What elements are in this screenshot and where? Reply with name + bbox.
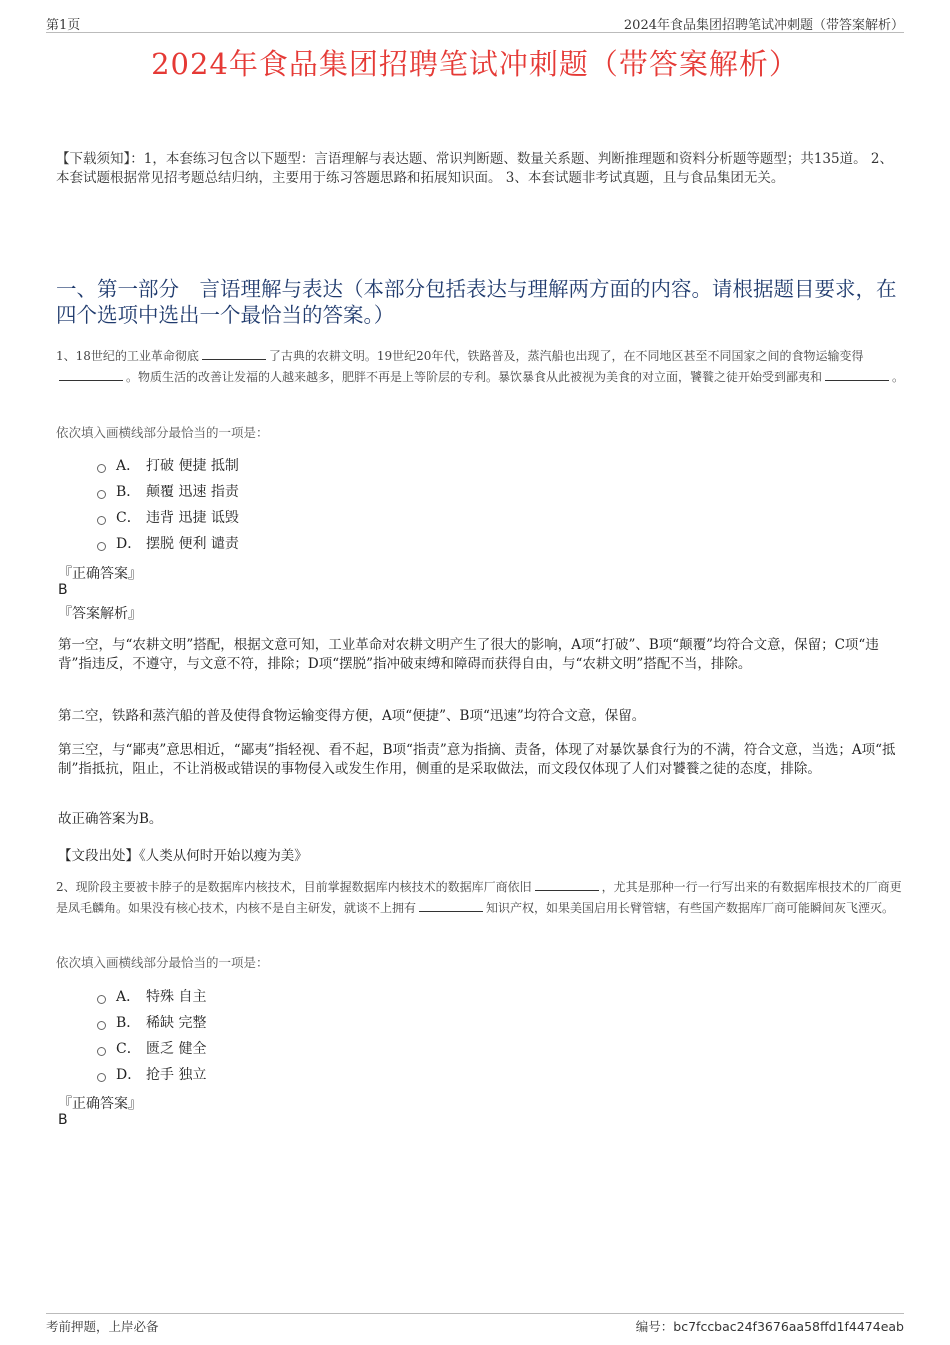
option-a[interactable]: A． 特殊 自主 [97,983,206,1009]
option-d[interactable]: D． 抢手 独立 [97,1061,206,1087]
option-b[interactable]: B． 颠覆 迅速 指责 [97,478,239,504]
download-notice: 【下载须知】：1，本套练习包含以下题型：言语理解与表达题、常识判断题、数量关系题、判断推理题和资料分析题等题型；共135道。 2、本套试题根据常见招考题总结归纳，主要用于练习答题思路和拓展知识面。 3、本套试题非考试真题，且与食品集团无关。 [56,151,893,186]
document-title: 2024年食品集团招聘笔试冲刺题（带答案解析） [151,47,799,81]
q1-part: 。物质生活的改善让发福的人越来越多，肥胖不再是上等阶层的专利。暴饮暴食从此被视为美食的对立面，饕餮之徒开始受到鄙夷和 [126,369,823,384]
section-heading: 一、第一部分 言语理解与表达（本部分包括表达与理解两方面的内容。请根据题目要求，在四个选项中选出一个最恰当的答案。） [56,277,897,327]
analysis-paragraph: 第一空，与“农耕文明”搭配，根据文意可知，工业革命对农耕文明产生了很大的影响，A项“打破”、B项“颠覆”均符合文意，保留；C项“违背”指违反，不遵守，与文意不符，排除；D项“摆脱”指冲破束缚和障碍而获得自由，与“农耕文明”搭配不当，排除。 [58,637,879,672]
radio-icon[interactable] [97,490,106,499]
radio-icon[interactable] [97,1021,106,1030]
analysis-paragraph: 第三空，与“鄙夷”意思相近，“鄙夷”指轻视、看不起，B项“指责”意为指摘、责备，体现了对暴饮暴食行为的不满，符合文意，当选；A项“抵制”指抵抗，阻止，不让消极或错误的事物侵入或发生作用，侧重的是采取做法，而文段仅体现了人们对饕餮之徒的态度，排除。 [58,742,896,777]
fill-blank [202,346,266,360]
correct-answer-label: 『正确答案』 [58,566,142,582]
q2-part: 知识产权，如果美国启用长臂管辖，有些国产数据库厂商可能瞬间灰飞湮灭。 [486,900,895,915]
correct-answer-label: 『正确答案』 [58,1096,142,1112]
page-number: 第1页 [46,18,81,33]
q1-part: 1、18世纪的工业革命彻底 [56,349,199,363]
footer-slogan: 考前押题，上岸必备 [46,1319,159,1334]
header-doc-title: 2024年食品集团招聘笔试冲刺题（带答案解析） [623,18,904,33]
q1-part: 。 [892,369,905,384]
radio-icon[interactable] [97,1073,106,1082]
code-value: bc7fccbac24f3676aa58ffd1f4474eab [673,1319,904,1334]
source-citation: 【文段出处】《人类从何时开始以瘦为美》 [58,848,308,864]
option-d[interactable]: D． 摆脱 便利 谴责 [97,530,239,556]
question-1-options [97,452,239,556]
option-c[interactable]: C． 违背 迅捷 诋毁 [97,504,239,530]
correct-answer: B [58,1112,68,1128]
question-2-text [56,877,906,918]
option-b[interactable]: B． 稀缺 完整 [97,1009,206,1035]
option-a[interactable]: A． 打破 便捷 抵制 [97,452,239,478]
question-1-text [56,346,906,387]
analysis-conclusion: 故正确答案为B。 [58,811,163,827]
fill-blank [419,898,483,912]
q1-part: 了古典的农耕文明。19世纪20年代，铁路普及，蒸汽船也出现了，在不同地区甚至不同国家之间的食物运输变得 [268,349,864,363]
q2-part: 2、现阶段主要被卡脖子的是数据库内核技术，目前掌握数据库内核技术的数据库厂商依旧 [56,880,532,894]
footer-code [636,1317,904,1335]
radio-icon[interactable] [97,464,106,473]
question-1-prompt: 依次填入画横线部分最恰当的一项是： [56,425,269,440]
analysis-paragraph: 第二空，铁路和蒸汽船的普及使得食物运输变得方便，A项“便捷”、B项“迅速”均符合文意，保留。 [58,708,646,724]
radio-icon[interactable] [97,1047,106,1056]
fill-blank [825,367,889,381]
analysis-label: 『答案解析』 [58,606,142,622]
radio-icon[interactable] [97,516,106,525]
page-footer [46,1313,904,1334]
correct-answer: B [58,582,68,598]
code-label: 编号： [635,1319,674,1334]
fill-blank [59,367,123,381]
question-2-prompt: 依次填入画横线部分最恰当的一项是： [56,955,269,970]
radio-icon[interactable] [97,995,106,1004]
radio-icon[interactable] [97,542,106,551]
option-c[interactable]: C． 匮乏 健全 [97,1035,206,1061]
q2-part: ，尤其是那种一行一行写出来的有数据库根技术的厂商更是凤毛麟角。如果没有核心技术，内核不是自主研发，就谈不上拥有 [56,880,902,915]
fill-blank [535,877,599,891]
question-2-options [97,983,206,1087]
page-header [46,14,904,33]
